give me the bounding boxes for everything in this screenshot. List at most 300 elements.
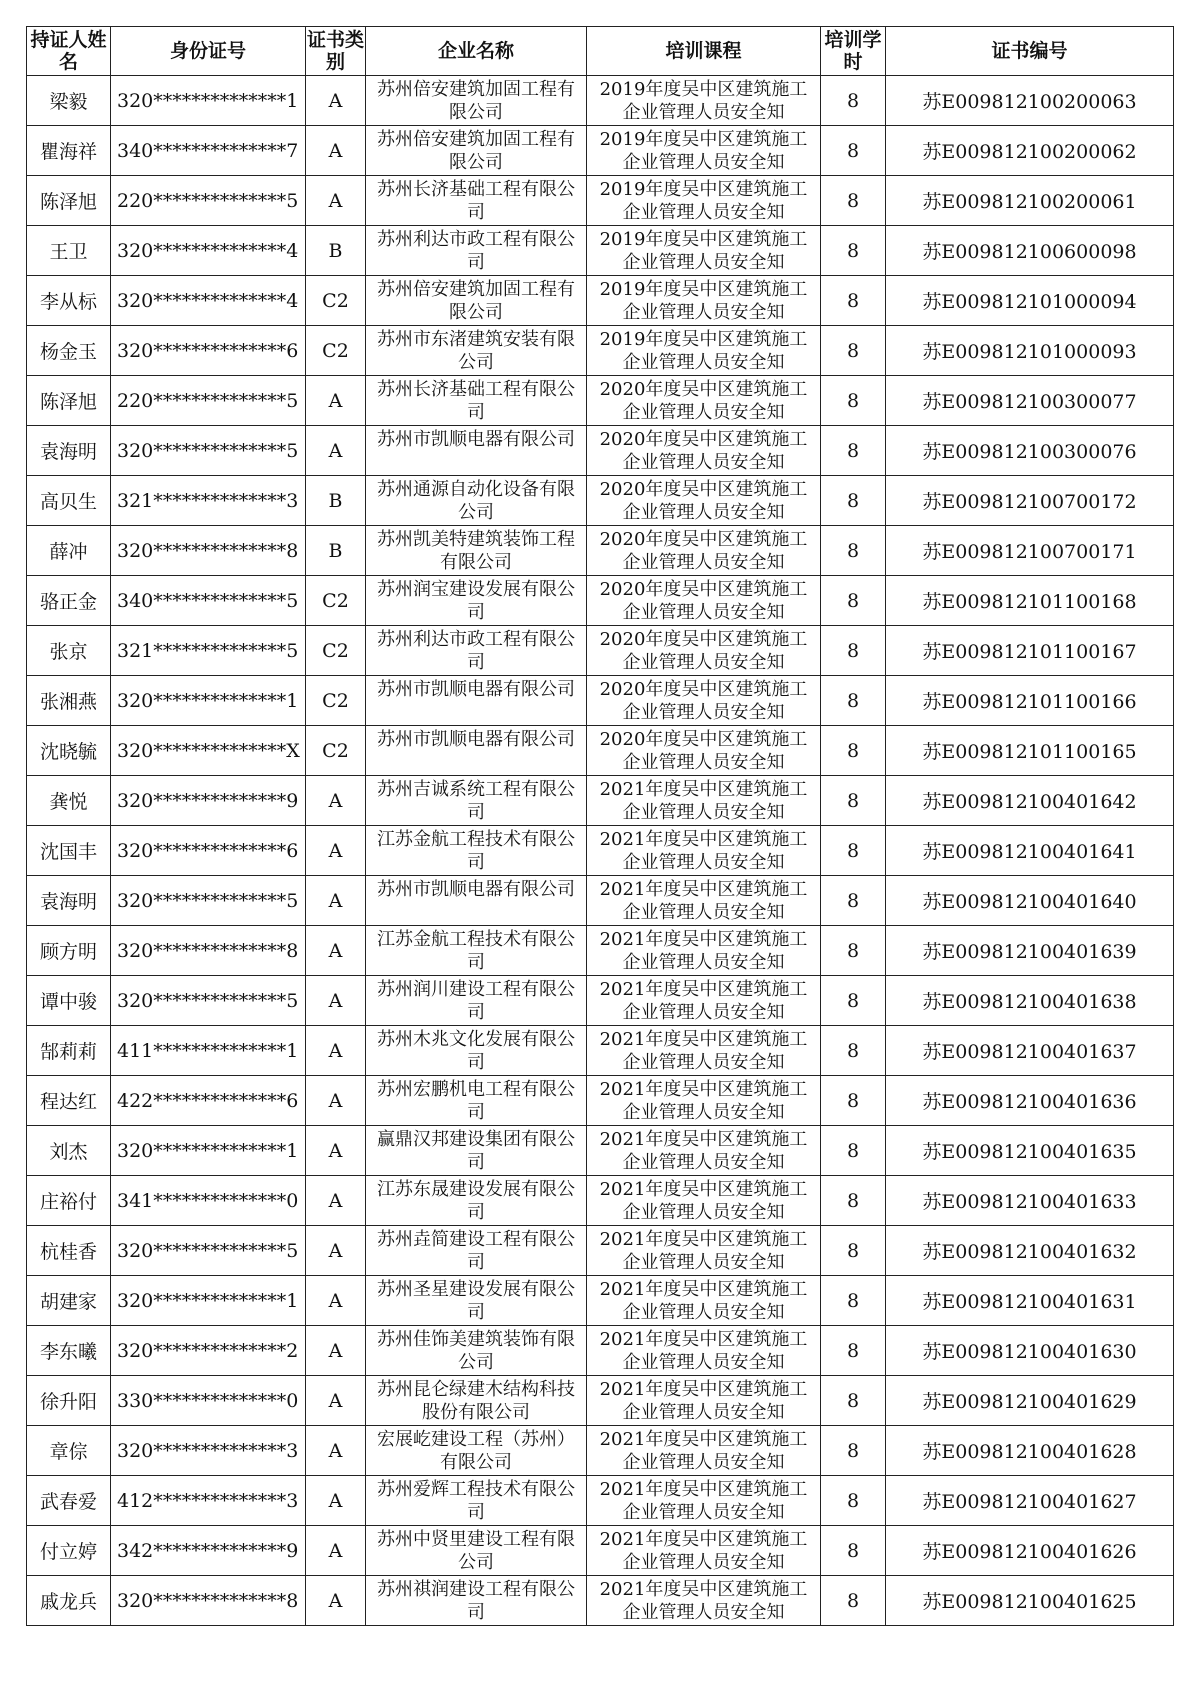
table-row (27, 826, 1174, 876)
cell-course-clip (587, 576, 820, 625)
cell-course (587, 126, 821, 176)
cell-course (587, 326, 821, 376)
cell-course-text: 2021年度吴中区建筑施工企业管理人员安全知 (599, 979, 808, 1023)
cell-cert-number: 苏E009812100401642 (886, 776, 1174, 826)
cell-cert-number: 苏E009812100401641 (886, 826, 1174, 876)
cell-company-clip (366, 376, 586, 425)
cell-course-text: 2021年度吴中区建筑施工企业管理人员安全知 (599, 1129, 808, 1173)
cell-id-number: 320**************8 (111, 526, 306, 576)
cell-course-clip (587, 1526, 820, 1575)
cell-hours: 8 (821, 1576, 886, 1626)
cell-category: A (306, 126, 366, 176)
cell-course-clip (587, 1476, 820, 1525)
cell-course (587, 776, 821, 826)
table-row (27, 176, 1174, 226)
cell-course-clip (587, 476, 820, 525)
cell-cert-number: 苏E009812100401637 (886, 1026, 1174, 1076)
header-category (306, 27, 366, 76)
table-row (27, 1576, 1174, 1626)
cell-company (366, 1476, 587, 1526)
cell-category: C2 (306, 576, 366, 626)
cell-course-clip (587, 1076, 820, 1125)
cell-holder-name: 沈晓毓 (27, 726, 111, 776)
cell-course-text: 2021年度吴中区建筑施工企业管理人员安全知 (599, 1229, 808, 1273)
cell-course (587, 76, 821, 126)
cell-course-text: 2020年度吴中区建筑施工企业管理人员安全知 (599, 429, 808, 473)
cell-category: A (306, 1226, 366, 1276)
table-row (27, 976, 1174, 1026)
cell-course (587, 1476, 821, 1526)
cell-category: A (306, 1576, 366, 1626)
cell-company-text: 苏州市东渚建筑安装有限公司 (377, 329, 575, 373)
cell-course-clip (587, 676, 820, 725)
cell-cert-number: 苏E009812100200061 (886, 176, 1174, 226)
cell-company-text: 苏州倍安建筑加固工程有限公司 (377, 279, 575, 323)
cell-company-text: 苏州市凯顺电器有限公司 (377, 729, 575, 750)
cell-course-text: 2019年度吴中区建筑施工企业管理人员安全知 (599, 279, 808, 323)
cell-holder-name: 顾方明 (27, 926, 111, 976)
cell-category: A (306, 1326, 366, 1376)
cell-company-text: 江苏金航工程技术有限公司 (377, 929, 575, 973)
cell-id-number: 422**************6 (111, 1076, 306, 1126)
header-company-label: 企业名称 (437, 40, 514, 62)
cell-category: A (306, 426, 366, 476)
cell-hours: 8 (821, 826, 886, 876)
table-row (27, 526, 1174, 576)
cell-hours: 8 (821, 76, 886, 126)
table-row (27, 776, 1174, 826)
cell-company-text: 苏州佳饰美建筑装饰有限公司 (377, 1329, 575, 1373)
table-row (27, 676, 1174, 726)
cell-course-text: 2019年度吴中区建筑施工企业管理人员安全知 (599, 329, 808, 373)
cell-holder-name: 戚龙兵 (27, 1576, 111, 1626)
cell-course-clip (587, 526, 820, 575)
cell-holder-name: 瞿海祥 (27, 126, 111, 176)
cell-company-clip (366, 676, 586, 725)
header-name-label: 持证人姓名 (30, 29, 107, 73)
table-row (27, 1526, 1174, 1576)
table-row (27, 576, 1174, 626)
cell-hours: 8 (821, 326, 886, 376)
cell-course-clip (587, 1576, 820, 1625)
cell-category: A (306, 976, 366, 1026)
cell-hours: 8 (821, 276, 886, 326)
cell-course-clip (587, 776, 820, 825)
cell-course (587, 1176, 821, 1226)
cell-company (366, 426, 587, 476)
cell-cert-number: 苏E009812100401625 (886, 1576, 1174, 1626)
cell-id-number: 320**************4 (111, 276, 306, 326)
header-name (27, 27, 111, 76)
cell-category: A (306, 926, 366, 976)
cell-hours: 8 (821, 1076, 886, 1126)
cell-company-clip (366, 526, 586, 575)
table-row (27, 276, 1174, 326)
cell-company-text: 苏州倍安建筑加固工程有限公司 (377, 129, 575, 173)
header-hours (821, 27, 886, 76)
cell-holder-name: 付立婷 (27, 1526, 111, 1576)
cell-course (587, 1376, 821, 1426)
cell-course-clip (587, 1126, 820, 1175)
cell-course-clip (587, 1426, 820, 1475)
cell-company (366, 726, 587, 776)
cell-id-number: 321**************3 (111, 476, 306, 526)
cell-category: A (306, 826, 366, 876)
cell-holder-name: 梁毅 (27, 76, 111, 126)
cell-company-clip (366, 826, 586, 875)
cell-cert-number: 苏E009812100401628 (886, 1426, 1174, 1476)
cell-course (587, 1526, 821, 1576)
cell-company-clip (366, 1076, 586, 1125)
cell-company (366, 1226, 587, 1276)
cell-course-clip (587, 426, 820, 475)
cell-holder-name: 杭桂香 (27, 1226, 111, 1276)
cell-company-clip (366, 126, 586, 175)
table-row (27, 76, 1174, 126)
cell-course-clip (587, 1226, 820, 1275)
cell-company-clip (366, 1226, 586, 1275)
cell-category: B (306, 526, 366, 576)
cell-company-text: 苏州市凯顺电器有限公司 (377, 879, 575, 900)
cell-course (587, 226, 821, 276)
cell-course-text: 2019年度吴中区建筑施工企业管理人员安全知 (599, 129, 808, 173)
cell-hours: 8 (821, 876, 886, 926)
cell-category: A (306, 876, 366, 926)
cell-course-clip (587, 276, 820, 325)
cell-cert-number: 苏E009812100300076 (886, 426, 1174, 476)
cell-company (366, 176, 587, 226)
table-row (27, 126, 1174, 176)
cell-hours: 8 (821, 176, 886, 226)
cell-course (587, 1126, 821, 1176)
cell-id-number: 412**************3 (111, 1476, 306, 1526)
cell-cert-number: 苏E009812101100168 (886, 576, 1174, 626)
cell-cert-number: 苏E009812100401638 (886, 976, 1174, 1026)
cell-hours: 8 (821, 1026, 886, 1076)
cell-id-number: 320**************9 (111, 776, 306, 826)
cell-course (587, 526, 821, 576)
cell-category: A (306, 776, 366, 826)
cell-category: A (306, 76, 366, 126)
cell-course-clip (587, 376, 820, 425)
cell-company (366, 976, 587, 1026)
cell-course-text: 2020年度吴中区建筑施工企业管理人员安全知 (599, 529, 808, 573)
cell-course-text: 2021年度吴中区建筑施工企业管理人员安全知 (599, 829, 808, 873)
cell-course (587, 1426, 821, 1476)
table-header (27, 27, 1174, 76)
cell-course-text: 2021年度吴中区建筑施工企业管理人员安全知 (599, 779, 808, 823)
cell-cert-number: 苏E009812100600098 (886, 226, 1174, 276)
certificate-table (26, 26, 1174, 1626)
table-row (27, 1226, 1174, 1276)
cell-category: C2 (306, 326, 366, 376)
cell-id-number: 320**************2 (111, 1326, 306, 1376)
cell-cert-number: 苏E009812101100165 (886, 726, 1174, 776)
cell-course-text: 2021年度吴中区建筑施工企业管理人员安全知 (599, 1479, 808, 1523)
cell-company-text: 江苏金航工程技术有限公司 (377, 829, 575, 873)
cell-course (587, 676, 821, 726)
cell-company-clip (366, 1376, 586, 1425)
cell-course (587, 1326, 821, 1376)
cell-course-text: 2021年度吴中区建筑施工企业管理人员安全知 (599, 1029, 808, 1073)
cell-holder-name: 张京 (27, 626, 111, 676)
cell-course-text: 2021年度吴中区建筑施工企业管理人员安全知 (599, 1429, 808, 1473)
cell-category: C2 (306, 676, 366, 726)
table-row (27, 1426, 1174, 1476)
cell-holder-name: 袁海明 (27, 426, 111, 476)
cell-company (366, 1526, 587, 1576)
cell-course-clip (587, 976, 820, 1025)
cell-holder-name: 李从标 (27, 276, 111, 326)
cell-company (366, 326, 587, 376)
table-row (27, 226, 1174, 276)
cell-cert-number: 苏E009812100401629 (886, 1376, 1174, 1426)
cell-company-text: 苏州市凯顺电器有限公司 (377, 429, 575, 450)
cell-company (366, 1376, 587, 1426)
cell-company-clip (366, 776, 586, 825)
cell-course-text: 2019年度吴中区建筑施工企业管理人员安全知 (599, 179, 808, 223)
cell-course (587, 1576, 821, 1626)
cell-cert-number: 苏E009812100300077 (886, 376, 1174, 426)
cell-course-text: 2020年度吴中区建筑施工企业管理人员安全知 (599, 729, 808, 773)
cell-company (366, 676, 587, 726)
cell-course-text: 2021年度吴中区建筑施工企业管理人员安全知 (599, 1329, 808, 1373)
cell-course-text: 2021年度吴中区建筑施工企业管理人员安全知 (599, 1379, 808, 1423)
cell-company-text: 苏州利达市政工程有限公司 (377, 229, 575, 273)
cell-cert-number: 苏E009812100401640 (886, 876, 1174, 926)
header-row (27, 27, 1174, 76)
cell-hours: 8 (821, 526, 886, 576)
cell-category: B (306, 226, 366, 276)
cell-course (587, 1026, 821, 1076)
cell-cert-number: 苏E009812100401636 (886, 1076, 1174, 1126)
cell-company-clip (366, 426, 586, 475)
cell-company (366, 826, 587, 876)
cell-course-clip (587, 926, 820, 975)
cell-company (366, 1176, 587, 1226)
table-row (27, 426, 1174, 476)
header-course-label: 培训课程 (665, 40, 742, 62)
cell-holder-name: 郜莉莉 (27, 1026, 111, 1076)
cell-id-number: 220**************5 (111, 376, 306, 426)
cell-hours: 8 (821, 126, 886, 176)
table-row (27, 926, 1174, 976)
cell-company-text: 苏州昆仑绿建木结构科技股份有限公司 (377, 1379, 575, 1423)
cell-company (366, 876, 587, 926)
cell-company-clip (366, 226, 586, 275)
cell-hours: 8 (821, 376, 886, 426)
cell-course (587, 376, 821, 426)
cell-id-number: 330**************0 (111, 1376, 306, 1426)
cell-cert-number: 苏E009812100401633 (886, 1176, 1174, 1226)
cell-hours: 8 (821, 1526, 886, 1576)
table-row (27, 626, 1174, 676)
cell-company (366, 476, 587, 526)
table-row (27, 1326, 1174, 1376)
header-id (111, 27, 306, 76)
cell-category: A (306, 176, 366, 226)
cell-id-number: 320**************5 (111, 876, 306, 926)
cell-cert-number: 苏E009812100401632 (886, 1226, 1174, 1276)
cell-course-text: 2020年度吴中区建筑施工企业管理人员安全知 (599, 629, 808, 673)
cell-course-clip (587, 726, 820, 775)
cell-hours: 8 (821, 1226, 886, 1276)
cell-holder-name: 武春爱 (27, 1476, 111, 1526)
cell-company-text: 苏州圣星建设发展有限公司 (377, 1279, 575, 1323)
header-id-label: 身份证号 (169, 40, 246, 62)
cell-category: A (306, 1076, 366, 1126)
cell-course (587, 626, 821, 676)
cell-id-number: 320**************1 (111, 76, 306, 126)
cell-company (366, 76, 587, 126)
cell-cert-number: 苏E009812100401639 (886, 926, 1174, 976)
cell-course-clip (587, 326, 820, 375)
cell-category: A (306, 1426, 366, 1476)
cell-company-text: 苏州垚简建设工程有限公司 (377, 1229, 575, 1273)
cell-id-number: 320**************6 (111, 826, 306, 876)
cell-hours: 8 (821, 576, 886, 626)
cell-company (366, 226, 587, 276)
cell-course (587, 276, 821, 326)
cell-cert-number: 苏E009812100700171 (886, 526, 1174, 576)
header-cert-no-label: 证书编号 (991, 40, 1068, 62)
cell-course-clip (587, 1326, 820, 1375)
table-row (27, 1276, 1174, 1326)
cell-hours: 8 (821, 1176, 886, 1226)
cell-cert-number: 苏E009812101000093 (886, 326, 1174, 376)
table-row (27, 726, 1174, 776)
cell-company-clip (366, 1276, 586, 1325)
cell-course (587, 1076, 821, 1126)
cell-course-clip (587, 1176, 820, 1225)
cell-hours: 8 (821, 976, 886, 1026)
header-cert-no (886, 27, 1174, 76)
header-category-label: 证书类别 (306, 29, 364, 73)
cell-company-text: 宏展屹建设工程（苏州）有限公司 (377, 1429, 575, 1473)
cell-hours: 8 (821, 926, 886, 976)
cell-company (366, 1576, 587, 1626)
cell-cert-number: 苏E009812100200062 (886, 126, 1174, 176)
header-hours-label: 培训学时 (824, 29, 882, 73)
cell-company-clip (366, 276, 586, 325)
cell-company-text: 苏州市凯顺电器有限公司 (377, 679, 575, 700)
cell-company-clip (366, 176, 586, 225)
cell-company-text: 苏州吉诚系统工程有限公司 (377, 779, 575, 823)
cell-holder-name: 陈泽旭 (27, 176, 111, 226)
cell-holder-name: 龚悦 (27, 776, 111, 826)
cell-hours: 8 (821, 1126, 886, 1176)
header-company (366, 27, 587, 76)
cell-holder-name: 谭中骏 (27, 976, 111, 1026)
cell-category: A (306, 1526, 366, 1576)
cell-company-text: 苏州长济基础工程有限公司 (377, 179, 575, 223)
cell-hours: 8 (821, 726, 886, 776)
cell-company (366, 1126, 587, 1176)
table-row (27, 876, 1174, 926)
cell-company-text: 赢鼎汉邦建设集团有限公司 (377, 1129, 575, 1173)
cell-id-number: 320**************X (111, 726, 306, 776)
cell-hours: 8 (821, 1476, 886, 1526)
cell-hours: 8 (821, 426, 886, 476)
cell-id-number: 411**************1 (111, 1026, 306, 1076)
cell-id-number: 320**************4 (111, 226, 306, 276)
cell-hours: 8 (821, 476, 886, 526)
cell-company (366, 126, 587, 176)
cell-hours: 8 (821, 1376, 886, 1426)
cell-company (366, 376, 587, 426)
cell-company-text: 苏州中贤里建设工程有限公司 (377, 1529, 575, 1573)
cell-id-number: 220**************5 (111, 176, 306, 226)
cell-cert-number: 苏E009812101100166 (886, 676, 1174, 726)
cell-id-number: 341**************0 (111, 1176, 306, 1226)
table-row (27, 1026, 1174, 1076)
cell-company-text: 苏州通源自动化设备有限公司 (377, 479, 575, 523)
cell-company (366, 1076, 587, 1126)
cell-cert-number: 苏E009812100401631 (886, 1276, 1174, 1326)
cell-company-text: 苏州润宝建设发展有限公司 (377, 579, 575, 623)
cell-id-number: 320**************6 (111, 326, 306, 376)
cell-company-clip (366, 626, 586, 675)
cell-category: B (306, 476, 366, 526)
table-row (27, 326, 1174, 376)
cell-company-clip (366, 726, 586, 775)
cell-course (587, 476, 821, 526)
cell-holder-name: 薛冲 (27, 526, 111, 576)
cell-company (366, 276, 587, 326)
cell-holder-name: 王卫 (27, 226, 111, 276)
cell-holder-name: 高贝生 (27, 476, 111, 526)
cell-course-text: 2020年度吴中区建筑施工企业管理人员安全知 (599, 579, 808, 623)
cell-course-clip (587, 826, 820, 875)
cell-holder-name: 陈泽旭 (27, 376, 111, 426)
table-row (27, 376, 1174, 426)
cell-category: A (306, 1376, 366, 1426)
cell-hours: 8 (821, 1426, 886, 1476)
cell-company-clip (366, 326, 586, 375)
cell-hours: 8 (821, 226, 886, 276)
cell-company (366, 526, 587, 576)
cell-course-text: 2020年度吴中区建筑施工企业管理人员安全知 (599, 479, 808, 523)
cell-company-clip (366, 1526, 586, 1575)
table-body (27, 76, 1174, 1626)
cell-course (587, 576, 821, 626)
cell-hours: 8 (821, 676, 886, 726)
cell-course-text: 2019年度吴中区建筑施工企业管理人员安全知 (599, 229, 808, 273)
cell-company-text: 苏州祺润建设工程有限公司 (377, 1579, 575, 1623)
table-row (27, 1476, 1174, 1526)
cell-hours: 8 (821, 1326, 886, 1376)
cell-course-clip (587, 176, 820, 225)
cell-course-clip (587, 1026, 820, 1075)
cell-cert-number: 苏E009812100401630 (886, 1326, 1174, 1376)
cell-category: C2 (306, 726, 366, 776)
cell-holder-name: 张湘燕 (27, 676, 111, 726)
cell-id-number: 340**************5 (111, 576, 306, 626)
cell-course-clip (587, 76, 820, 125)
cell-hours: 8 (821, 776, 886, 826)
cell-holder-name: 程达红 (27, 1076, 111, 1126)
cell-company-text: 苏州木兆文化发展有限公司 (377, 1029, 575, 1073)
cell-id-number: 320**************1 (111, 1126, 306, 1176)
cell-id-number: 320**************1 (111, 1276, 306, 1326)
cell-id-number: 342**************9 (111, 1526, 306, 1576)
cell-holder-name: 李东曦 (27, 1326, 111, 1376)
cell-course (587, 976, 821, 1026)
cell-category: A (306, 1476, 366, 1526)
cell-company (366, 1426, 587, 1476)
cell-company (366, 776, 587, 826)
cell-company-clip (366, 926, 586, 975)
